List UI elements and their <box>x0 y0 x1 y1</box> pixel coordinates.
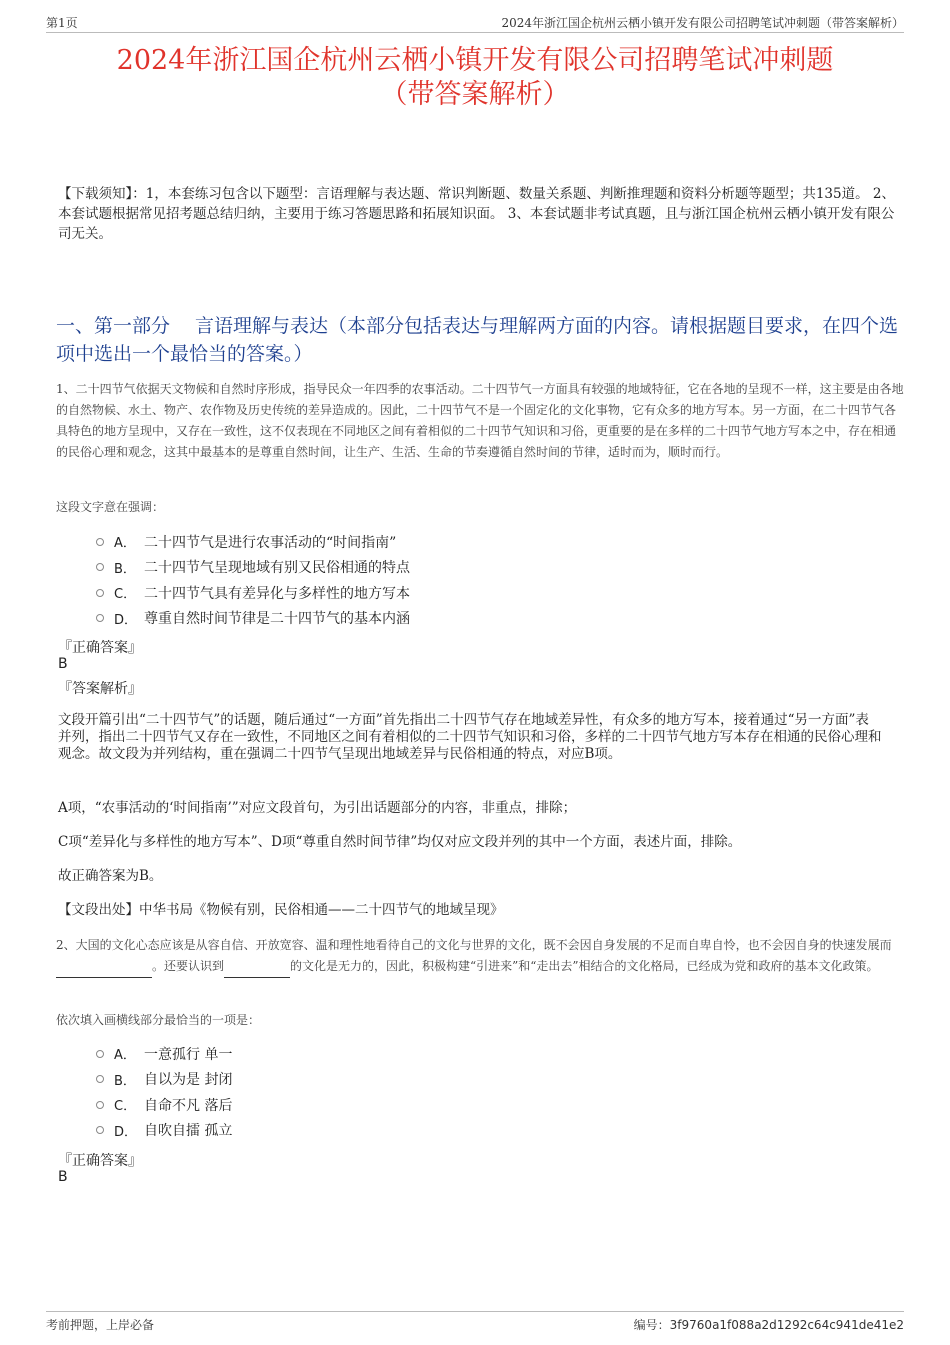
fill-blank-1 <box>56 956 152 978</box>
question-1-stem: 1、二十四节气依据天文物候和自然时序形成，指导民众一年四季的农事活动。二十四节气一方面具有较强的地域特征，它在各地的呈现不一样，这主要是由各地的自然物候、水土、物产、农作物及历史传统的差异造成的。因此，二十四节气不是一个固定化的文化事物，它有众多的地方写本。另一方面，在二十四节气各具特色的地方呈现中，又存在一致性，这不仅表现在不同地区之间有着相似的二十四节气知识和习俗，更重要的是在多样的二十四节气地方写本之中，存在相通的民俗心理和观念，这其中最基本的是尊重自然时间，让生产、生活、生命的节奏遵循自然时间的节律，适时而为，顺时而行。 <box>56 382 904 459</box>
radio-icon[interactable] <box>96 538 104 546</box>
question-2-prompt: 依次填入画横线部分最恰当的一项是： <box>56 1013 261 1027</box>
q1-answer: B <box>58 656 68 672</box>
q2-option-b[interactable]: B． 自以为是 封闭 <box>96 1067 232 1093</box>
question-1-prompt: 这段文字意在强调： <box>56 500 165 514</box>
page-footer <box>46 1311 904 1336</box>
question-1-options <box>96 529 410 631</box>
radio-icon[interactable] <box>96 1075 104 1083</box>
question-2-stem: 2、大国的文化心态应该是从容自信、开放宽容、温和理性地看待自己的文化与世界的文化，既不会因自身发展的不足而自卑自怜，也不会因自身的快速发展而 。还要认识到 的文化是无力的，因此，积极构建“引进来”和“走出去”相结合的文化格局，已经成为党和政府的基本文化政策。 <box>56 935 904 978</box>
fill-blank-2 <box>224 956 290 978</box>
q2-option-c[interactable]: C． 自命不凡 落后 <box>96 1092 232 1118</box>
q1-analysis-label: 『答案解析』 <box>58 681 142 697</box>
q2-option-d[interactable]: D． 自吹自擂 孤立 <box>96 1118 232 1144</box>
q1-answer-label: 『正确答案』 <box>58 640 142 656</box>
q1-analysis-paragraph: 故正确答案为B。 <box>58 868 163 884</box>
page-number: 第1页 <box>46 16 78 30</box>
radio-icon[interactable] <box>96 1050 104 1058</box>
header-doc-title: 2024年浙江国企杭州云栖小镇开发有限公司招聘笔试冲刺题（带答案解析） <box>501 16 904 30</box>
q2-answer-label: 『正确答案』 <box>58 1153 142 1169</box>
q2-option-a[interactable]: A． 一意孤行 单一 <box>96 1041 232 1067</box>
title-line-1: 2024年浙江国企杭州云栖小镇开发有限公司招聘笔试冲刺题 <box>116 45 834 76</box>
radio-icon[interactable] <box>96 563 104 571</box>
q2-answer: B <box>58 1169 68 1185</box>
download-notice: 【下载须知】：1，本套练习包含以下题型：言语理解与表达题、常识判断题、数量关系题、判断推理题和资料分析题等题型；共135道。 2、本套试题根据常见招考题总结归纳，主要用于练习答题思路和拓展知识面。 3、本套试题非考试真题，且与浙江国企杭州云栖小镇开发有限公司无关。 <box>58 186 895 242</box>
q1-analysis-paragraph: 文段开篇引出“二十四节气”的话题，随后通过“一方面”首先指出二十四节气存在地域差异性，有众多的地方写本，接着通过“另一方面”表并列，指出二十四节气又存在一致性，不同地区之间有着相似的二十四节气知识和习俗，多样的二十四节气地方写本存在相通的民俗心理和观念。故文段为并列结构，重在强调二十四节气呈现出地域差异与民俗相通的特点，对应B项。 <box>58 712 882 762</box>
section-heading: 一、第一部分 言语理解与表达（本部分包括表达与理解两方面的内容。请根据题目要求，在四个选项中选出一个最恰当的答案。） <box>56 315 899 365</box>
footer-code: 编号：3f9760a1f088a2d1292c64c941de41e2 <box>633 1318 904 1332</box>
q1-analysis-paragraph: C项“差异化与多样性的地方写本”、D项“尊重自然时间节律”均仅对应文段并列的其中一个方面，表述片面，排除。 <box>58 834 742 850</box>
page-header <box>46 14 904 33</box>
document-title <box>40 44 910 112</box>
q1-option-c[interactable]: C． 二十四节气具有差异化与多样性的地方写本 <box>96 580 410 606</box>
q1-option-b[interactable]: B． 二十四节气呈现地域有别又民俗相通的特点 <box>96 555 410 581</box>
radio-icon[interactable] <box>96 1101 104 1109</box>
q1-option-d[interactable]: D． 尊重自然时间节律是二十四节气的基本内涵 <box>96 606 410 632</box>
radio-icon[interactable] <box>96 614 104 622</box>
q1-analysis-paragraph: A项，“农事活动的‘时间指南’”对应文段首句，为引出话题部分的内容，非重点，排除； <box>58 800 577 816</box>
q1-option-a[interactable]: A． 二十四节气是进行农事活动的“时间指南” <box>96 529 410 555</box>
question-2-options <box>96 1041 232 1143</box>
title-line-2: （带答案解析） <box>380 79 570 110</box>
q1-source: 【文段出处】中华书局《物候有别，民俗相通——二十四节气的地域呈现》 <box>58 902 504 918</box>
radio-icon[interactable] <box>96 589 104 597</box>
radio-icon[interactable] <box>96 1126 104 1134</box>
footer-slogan: 考前押题，上岸必备 <box>46 1318 155 1332</box>
